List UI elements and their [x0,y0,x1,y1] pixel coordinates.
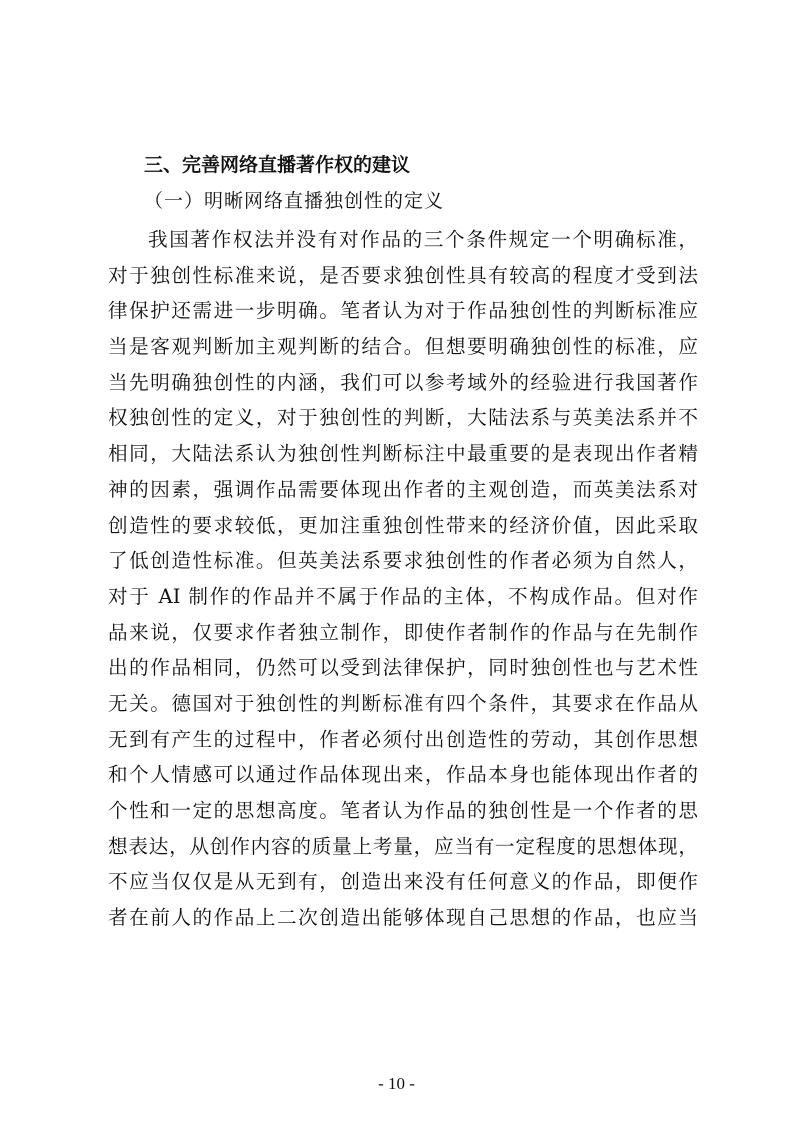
page-number: - 10 - [378,1074,415,1093]
paragraph-line: 了低创造性标准。但英美法系要求独创性的作者必须为自然人， [108,549,698,573]
paragraph-line: 神的因素，强调作品需要体现出作者的主观创造，而英美法系对 [108,477,698,501]
paragraph-line: 创造性的要求较低，更加注重独创性带来的经济价值，因此采取 [108,513,698,537]
paragraph-line: 和个人情感可以通过作品体现出来，作品本身也能体现出作者的 [108,763,698,787]
body-paragraph [108,222,698,936]
paragraph-line: 无关。德国对于独创性的判断标准有四个条件，其要求在作品从 [108,691,698,715]
paragraph-line: 个性和一定的思想高度。笔者认为作品的独创性是一个作者的思 [108,799,698,822]
paragraph-line: 当是客观判断加主观判断的结合。但想要明确独创性的标准，应 [108,335,698,359]
paragraph-line: 者在前人的作品上二次创造出能够体现自己思想的作品，也应当 [108,906,698,930]
paragraph-line: 出的作品相同，仍然可以受到法律保护，同时独创性也与艺术性 [108,656,698,680]
paragraph-line: 不应当仅仅是从无到有，创造出来没有任何意义的作品，即便作 [108,870,698,894]
paragraph-line: 品来说，仅要求作者独立制作，即使作者制作的作品与在先制作 [108,620,698,644]
paragraph-line: 对于独创性标准来说，是否要求独创性具有较高的程度才受到法 [108,263,698,287]
paragraph-line: 无到有产生的过程中，作者必须付出创造性的劳动，其创作思想 [108,727,698,751]
paragraph-line: 相同，大陆法系认为独创性判断标注中最重要的是表现出作者精 [108,442,698,466]
paragraph-line: 想表达，从创作内容的质量上考量，应当有一定程度的思想体现， [108,834,698,858]
paragraph-line: 律保护还需进一步明确。笔者认为对于作品独创性的判断标准应 [108,299,698,323]
sub-heading: （一）明晰网络直播独创性的定义 [144,190,445,212]
paragraph-line: 对于 AI 制作的作品并不属于作品的主体，不构成作品。但对作 [108,584,698,608]
paragraph-line: 权独创性的定义，对于独创性的判断，大陆法系与英美法系并不 [108,406,698,430]
section-heading: 三、完善网络直播著作权的建议 [144,154,411,176]
paragraph-line: 我国著作权法并没有对作品的三个条件规定一个明确标准， [148,228,698,251]
paragraph-line: 当先明确独创性的内涵，我们可以参考域外的经验进行我国著作 [108,370,698,394]
